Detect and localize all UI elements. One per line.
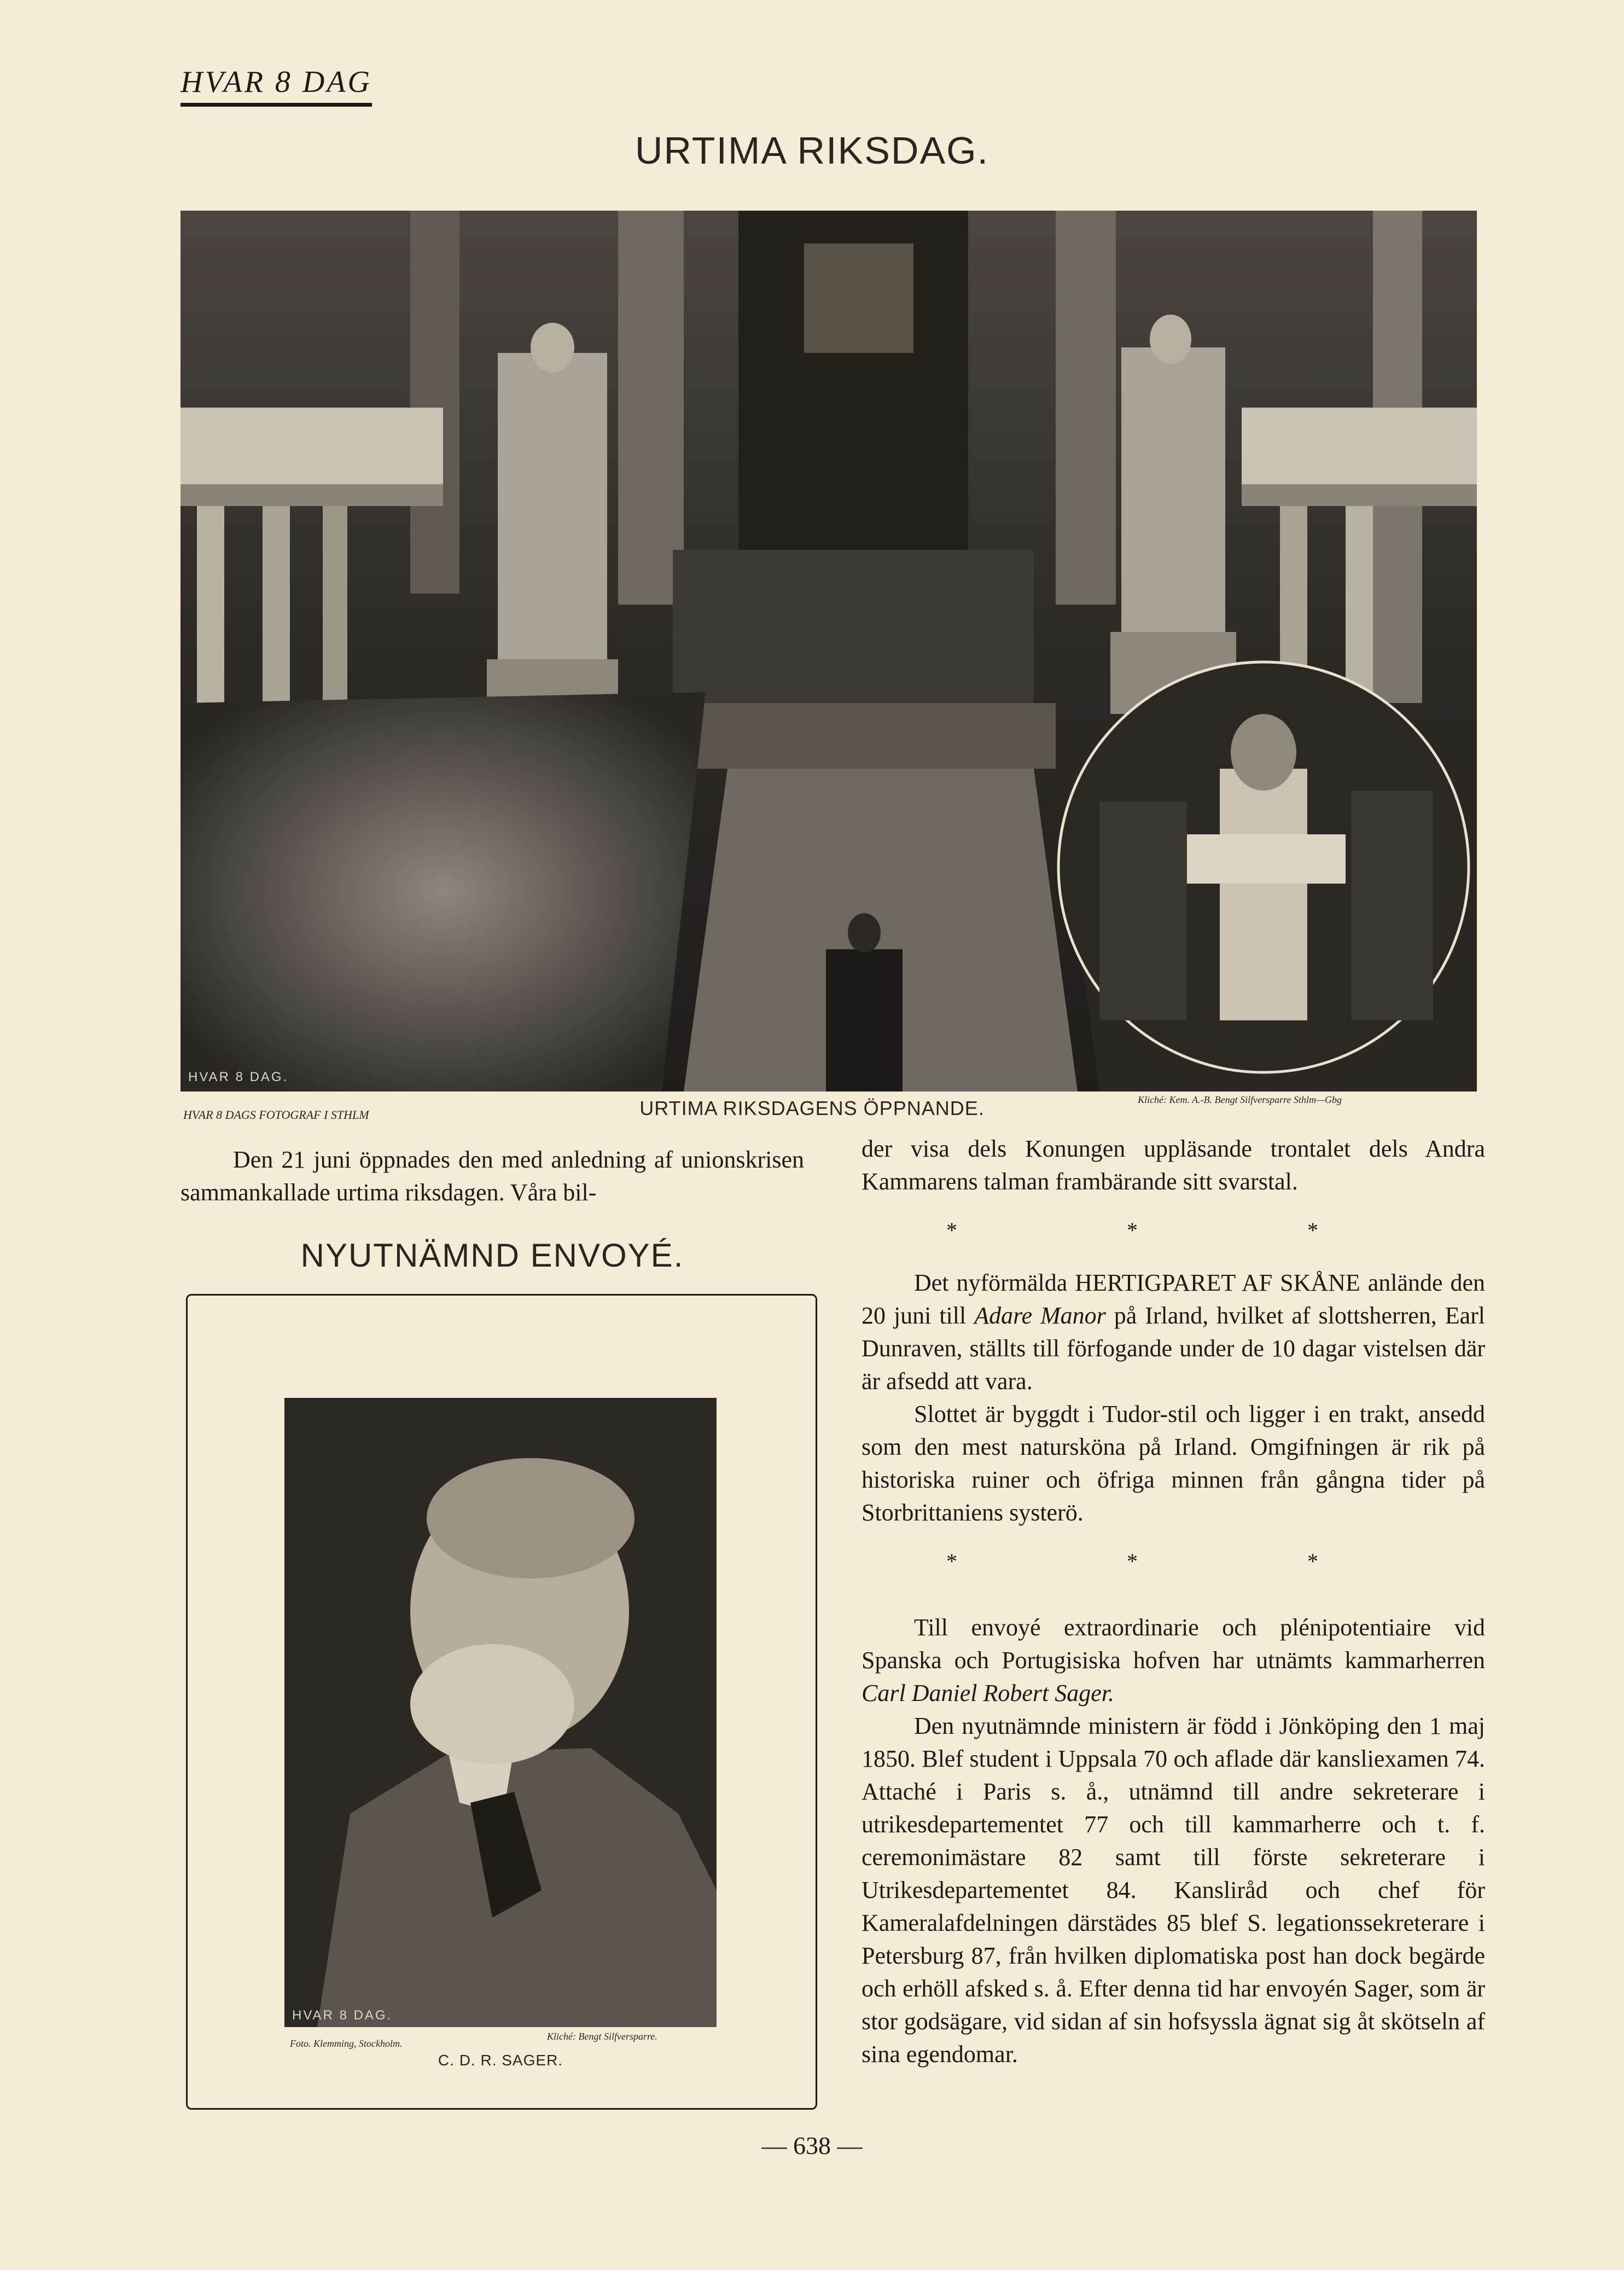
photo-caption: URTIMA RIKSDAGENS ÖPPNANDE.	[639, 1097, 985, 1119]
sager-portrait	[284, 1398, 717, 2027]
page-number: — 638 —	[761, 2132, 863, 2159]
hertig-paragraph-1	[862, 1267, 1485, 1398]
page-title: URTIMA RIKSDAG.	[635, 129, 989, 172]
section-divider-stars: * * *	[946, 1218, 1400, 1243]
riksdag-paragraph-right: der visa dels Konungen uppläsande trontalet dels Andra Kammarens talman frambärande sitt svarstal.	[862, 1135, 1485, 1195]
portrait-credit-left: Foto. Klemming, Stockholm.	[290, 2038, 403, 2049]
riksdag-text-left	[181, 1143, 804, 1209]
envoy-article	[862, 1611, 1485, 2071]
sager-portrait-illustration	[284, 1398, 717, 2027]
section-divider-stars-2: * * *	[946, 1549, 1400, 1574]
riksdag-paragraph-left: Den 21 juni öppnades den med anledning af unionskrisen sammankallade urtima riksdagen. Våra bil-	[181, 1146, 804, 1206]
envoy-p1-name: Carl Daniel Robert Sager.	[862, 1680, 1114, 1706]
hertig-paragraph-2: Slottet är byggdt i Tudor-stil och ligger i en trakt, ansedd som den mest natursköna på Irland. Omgifningen är rik på historiska ruiner och öfriga minnen från gångna tider på Storbrittaniens systerö.	[862, 1401, 1485, 1526]
envoy-p1-prefix: Till envoyé extraordinarie och plénipotentiaire vid Spanska och Portugisiska hofven har utnämts kammarherren	[862, 1614, 1485, 1674]
hertig-p1-prefix: Det nyförmälda	[914, 1269, 1075, 1296]
envoy-paragraph-1	[862, 1611, 1485, 1710]
riksdag-photo	[181, 211, 1477, 1092]
king-inset-photo	[1056, 659, 1471, 1075]
portrait-credit-right: Kliché: Bengt Silfversparre.	[547, 2031, 657, 2042]
photo-credit-left: HVAR 8 DAGS FOTOGRAF I STHLM	[183, 1108, 369, 1122]
masthead: HVAR 8 DAG	[181, 65, 372, 107]
photo-credit-right: Kliché: Kem. A.-B. Bengt Silfversparre Sthlm—Gbg	[1138, 1094, 1342, 1105]
hertig-p1-mid: anlände den 20 juni till	[862, 1269, 1486, 1329]
portrait-caption: C. D. R. SAGER.	[438, 2052, 563, 2069]
hertig-p1-caps: HERTIGPARET AF SKÅNE	[1075, 1269, 1360, 1296]
hertig-article	[862, 1267, 1485, 1529]
envoy-heading: NYUTNÄMND ENVOYÉ.	[300, 1237, 684, 1274]
portrait-watermark: HVAR 8 DAG.	[292, 2008, 393, 2023]
riksdag-text-right	[862, 1133, 1485, 1198]
hertig-p1-suffix: på Irland, hvilket af slottsherren, Earl Dunraven, ställts till förfogande under de 10 dagar vistelsen där är afsedd att vara.	[862, 1302, 1486, 1395]
photo-watermark: HVAR 8 DAG.	[188, 1070, 289, 1084]
hertig-p1-place: Adare Manor	[974, 1302, 1106, 1329]
envoy-paragraph-2: Den nyutnämnde ministern är född i Jönköping den 1 maj 1850. Blef student i Uppsala 70 och aflade där kansliexamen 74. Attaché i Paris s. å., utnämnd till andre sekreterare i utrikesdepartementet 77 och till kammarherre och t. f. ceremonimästare 82 samt till förste sekreterare i Utrikesdepartementet 84. Kansliråd och chef för Kameralafdelningen därstädes 85 blef S. legationssekreterare i Petersburg 87, från hvilken diplomatiska post han dock begärde och erhöll afsked s. å. Efter denna tid har envoyén Sager, som är stor godsägare, vid sidan af sin hofsyssla ägnat sig åt skötseln af sina egendomar.	[862, 1712, 1485, 2068]
